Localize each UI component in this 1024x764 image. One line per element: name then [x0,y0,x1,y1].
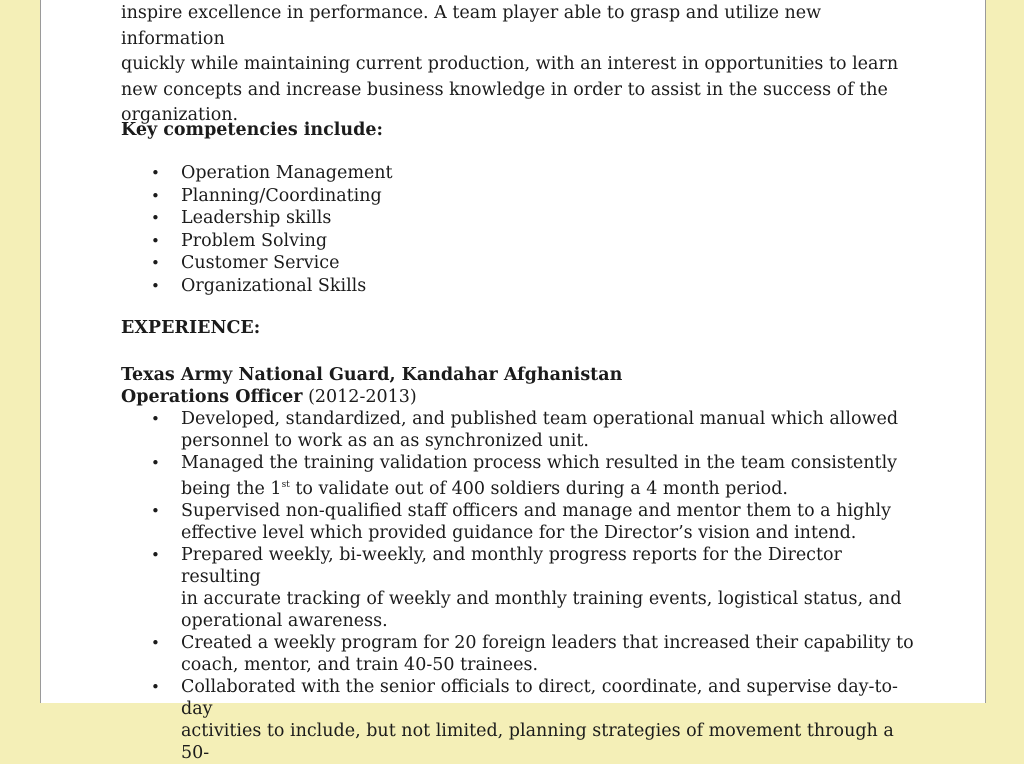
competency-item: • Operation Management [151,163,393,183]
job-title: Operations Officer [121,387,303,407]
bullet-icon: • [151,410,160,428]
experience-bullet-item: • Managed the training validation process which resulted in the team consistently being the 1st to validate out of 400 soldiers during a 4 month period. [151,453,898,499]
competency-item: • Customer Service [151,253,340,273]
job-dates: (2012-2013) [302,387,417,407]
summary-paragraph [121,1,911,129]
bullet-icon: • [151,164,160,182]
experience-bullet-item: • Prepared weekly, bi-weekly, and monthly progress reports for the Director resulting in accurate tracking of weekly and monthly training events, logistical status, and operational awareness. [151,544,902,631]
experience-bullet-item: • Collaborated with the senior officials to direct, coordinate, and supervise day-to-day activities to include, but not limited, planning strategies of movement through a 50- [151,676,898,763]
bullet-icon: • [151,501,160,520]
resume-page [40,0,986,763]
competency-item: • Problem Solving [151,230,328,251]
experience-bullet-item: • Developed, standardized, and published team operational manual which allowed personnel to work as an as synchronized unit. [151,409,899,451]
competency-item: • Leadership skills [151,208,332,228]
job-organization: Texas Army National Guard, Kandahar Afghanistan [121,365,623,385]
experience-bullets [121,408,921,764]
bullet-icon: • [151,231,160,250]
summary-line: organization. [121,105,239,125]
experience-bullet-item: • Created a weekly program for 20 foreign leaders that increased their capability to coach, mentor, and train 40-50 trainees. [151,632,914,675]
competencies-heading: Key competencies include: [121,120,383,140]
competency-item: • Planning/Coordinating [151,185,382,206]
bullet-icon: • [151,633,160,652]
summary-line: inspire excellence in performance. A team player able to grasp and utilize new information [121,3,822,49]
bullet-icon: • [151,276,160,295]
summary-line: quickly while maintaining current production, with an interest in opportunities to learn [121,54,899,74]
summary-line: new concepts and increase business knowledge in order to assist in the success of the [121,79,888,100]
bullet-icon: • [151,677,160,696]
bullet-icon: • [151,545,160,564]
experience-bullet-item: • Supervised non-qualified staff officers and manage and mentor them to a highly effective level which provided guidance for the Director’s vision and intend. [151,500,892,543]
job-title-line [121,387,417,407]
bullet-icon: • [151,254,160,272]
bullet-icon: • [151,186,160,205]
bullet-icon: • [151,209,160,227]
experience-heading: EXPERIENCE: [121,318,261,338]
competencies-list [121,162,921,297]
competency-item: • Organizational Skills [151,275,367,296]
bullet-icon: • [151,454,160,472]
